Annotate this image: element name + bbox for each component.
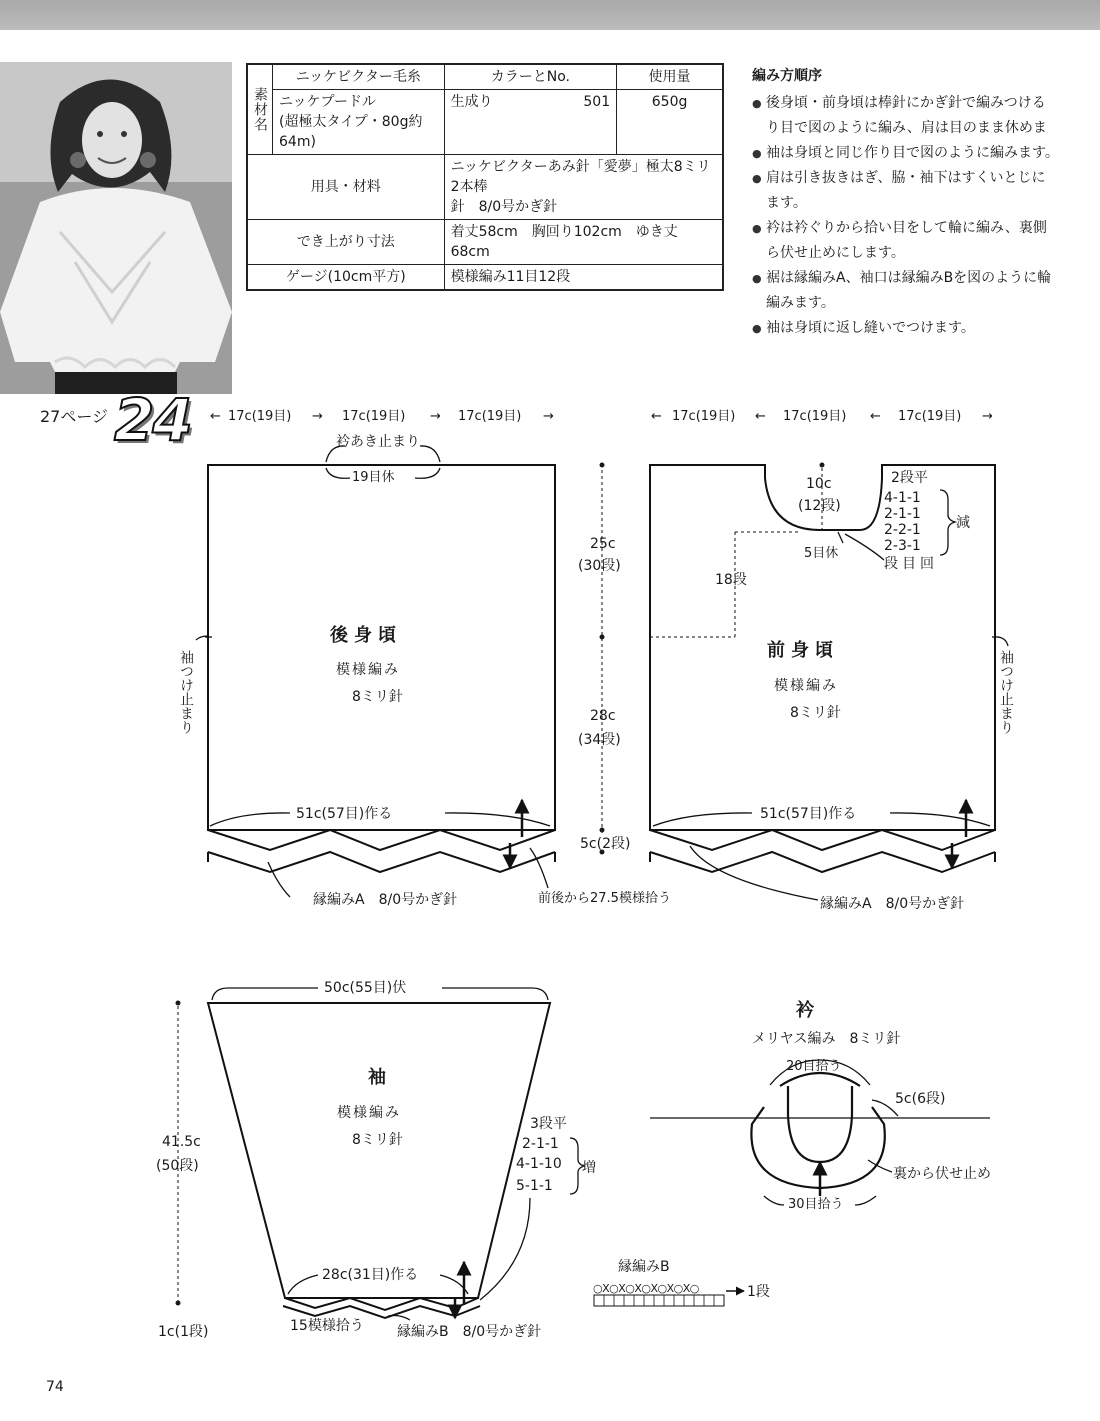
dec-line-3: 2-2-1 bbox=[884, 522, 921, 538]
instruction-item: り目で図のように編み、肩は目のまま休めま bbox=[766, 120, 1047, 136]
collar-front-pick: 20目拾う bbox=[786, 1059, 842, 1074]
front-neck-depth-rows: (12段) bbox=[798, 498, 841, 514]
back-stitch: 模様編み bbox=[336, 662, 400, 678]
back-top-dim-3-text: 17c(19目) bbox=[458, 409, 522, 424]
front-top-dims bbox=[651, 409, 993, 424]
sleeve-cast-on-leader-l bbox=[288, 1275, 318, 1294]
col-color: カラーとNo. bbox=[444, 64, 617, 90]
size-label: でき上がり寸法 bbox=[247, 220, 444, 265]
front-armhole-leader bbox=[998, 637, 1008, 646]
center-dimensions bbox=[578, 463, 630, 855]
inc-line-1: 2-1-1 bbox=[522, 1136, 559, 1152]
dec-label: 減 bbox=[956, 515, 970, 531]
back-title: 後身頃 bbox=[330, 625, 402, 646]
front-needle: 8ミリ針 bbox=[790, 705, 841, 721]
front-top-dim-1: 17c(19目) bbox=[672, 409, 736, 424]
instruction-item: 編みます。 bbox=[766, 295, 835, 311]
front-neck-rest: 5目休 bbox=[804, 546, 839, 561]
instruction-item: ● 袖は身頃と同じ作り目で図のように編みます。 bbox=[752, 141, 1082, 166]
instructions-title: 編み方順序 bbox=[752, 68, 822, 84]
back-top-dim-2-text: 17c(19目) bbox=[342, 409, 406, 424]
collar-bind-off: 裏から伏せ止め bbox=[893, 1166, 991, 1182]
back-top-dim-1-text: 17c(19目) bbox=[228, 409, 292, 424]
front-armhole-mark: 袖つけ止まり bbox=[998, 650, 1014, 734]
back-top-dim-end-arrow: → bbox=[543, 409, 554, 424]
dec-line-2: 2-1-1 bbox=[884, 506, 921, 522]
inc-label: 増 bbox=[582, 1160, 596, 1176]
front-title: 前身頃 bbox=[767, 640, 839, 661]
back-top-dim-1: ← bbox=[210, 409, 221, 424]
front-decrease-table bbox=[884, 470, 970, 572]
dec-footer: 段目回 bbox=[884, 556, 938, 572]
front-edging: 縁編みA 8/0号かぎ針 bbox=[820, 896, 965, 912]
back-top-dims bbox=[210, 409, 554, 424]
upper-rows: (30段) bbox=[578, 558, 621, 574]
back-pickup-leader bbox=[530, 848, 548, 888]
tools-value-2: 針 8/0号かぎ針 bbox=[450, 199, 558, 215]
back-neck-annotation bbox=[326, 434, 440, 485]
sleeve-cuff: 1c(1段) bbox=[158, 1324, 209, 1340]
inc-line-2: 4-1-10 bbox=[516, 1156, 562, 1172]
upper-length: 25c bbox=[590, 536, 616, 552]
dec-line-0: 2段平 bbox=[891, 470, 928, 486]
collar-stitch: メリヤス編み 8ミリ針 bbox=[752, 1031, 901, 1047]
front-neck-depth: 10c bbox=[806, 476, 832, 492]
edging-b-title: 縁編みB bbox=[618, 1259, 670, 1275]
lower-length: 28c bbox=[590, 708, 616, 724]
back-neck-label: 衿あき止まり bbox=[336, 434, 420, 450]
back-top-dim-sep-1: → bbox=[312, 409, 323, 424]
dec-line-4: 2-3-1 bbox=[884, 538, 921, 554]
amount-value: 650g bbox=[617, 90, 723, 155]
page-number: 74 bbox=[46, 1379, 64, 1395]
back-top-dim-sep-2: → bbox=[430, 409, 441, 424]
front-cast-on: 51c(57目)作る bbox=[760, 806, 857, 822]
instruction-item: ● 裾は縁編みA、袖口は縁編みBを図のように輪 bbox=[752, 266, 1082, 291]
sleeve-cast-on: 28c(31目)作る bbox=[322, 1267, 419, 1283]
sleeve-edging-leader bbox=[388, 1316, 410, 1321]
dec-line-1: 4-1-1 bbox=[884, 490, 921, 506]
sleeve-increase-table bbox=[480, 1116, 596, 1300]
back-cast-on: 51c(57目)作る bbox=[296, 806, 393, 822]
sleeve-needle: 8ミリ針 bbox=[352, 1132, 403, 1148]
back-pickup: 前後から27.5模様拾う bbox=[538, 891, 671, 906]
back-neck-rest: 19目休 bbox=[352, 470, 395, 485]
instruction-item: ● 袖は身頃に返し縫いでつけます。 bbox=[752, 316, 1082, 341]
page-reference: 27ページ bbox=[40, 407, 109, 426]
gauge-value: 模様編み11目12段 bbox=[444, 265, 723, 291]
col-brand: ニッケビクター毛糸 bbox=[273, 64, 445, 90]
back-armhole-leader bbox=[196, 636, 208, 640]
front-edging-leader bbox=[690, 846, 818, 900]
col-amount: 使用量 bbox=[617, 64, 723, 90]
collar-depth: 5c(6段) bbox=[895, 1091, 946, 1107]
pattern-number: 24 bbox=[114, 386, 191, 454]
instruction-item: ます。 bbox=[766, 195, 807, 211]
front-top-dim-sep-1: ← bbox=[755, 409, 766, 424]
gauge-label: ゲージ(10cm平方) bbox=[247, 265, 444, 291]
sleeve-pickup: 15模様拾う bbox=[290, 1318, 364, 1334]
color-name: 生成り bbox=[450, 94, 493, 110]
sleeve-stitch: 模様編み bbox=[337, 1105, 401, 1121]
sleeve-edging: 縁編みB 8/0号かぎ針 bbox=[397, 1324, 542, 1340]
front-top-dim-start-arrow: ← bbox=[651, 409, 662, 424]
edging-b-rows: 1段 bbox=[747, 1284, 770, 1300]
size-value: 着丈58cm 胸回り102cm ゆき丈68cm bbox=[444, 220, 723, 265]
sleeve-height: 41.5c bbox=[162, 1134, 201, 1150]
svg-text:○X○X○X○X○X○X○: ○X○X○X○X○X○X○ bbox=[593, 1282, 699, 1295]
instruction-item: ● 衿は衿ぐりから拾い目をして輪に編み、裏側 bbox=[752, 216, 1082, 241]
front-top-dim-end-arrow: → bbox=[982, 409, 993, 424]
back-needle: 8ミリ針 bbox=[352, 689, 403, 705]
edging-b-chart bbox=[593, 1282, 770, 1306]
front-top-dim-sep-2: ← bbox=[870, 409, 881, 424]
sleeve-top bbox=[212, 980, 548, 1000]
tools-value-1: ニッケビクターあみ針「愛夢」極太8ミリ2本棒 bbox=[450, 159, 711, 195]
tools-label: 用具・材料 bbox=[247, 155, 444, 220]
yarn-spec: (超極太タイプ・80g約64m) bbox=[279, 114, 423, 150]
collar-back-pick: 30目拾う bbox=[788, 1197, 844, 1212]
sleeve-title: 袖 bbox=[368, 1067, 386, 1088]
instruction-item: ● 後身頃・前身頃は棒針にかぎ針で編みつける bbox=[752, 91, 1082, 116]
sleeve-height-rows: (50段) bbox=[156, 1158, 199, 1174]
instruction-item: ● 肩は引き抜きはぎ、脇・袖下はすくいとじに bbox=[752, 166, 1082, 191]
inc-line-0: 3段平 bbox=[530, 1116, 567, 1132]
color-no: 501 bbox=[583, 94, 611, 110]
sleeve-top-label: 50c(55目)伏 bbox=[324, 980, 407, 996]
front-stitch: 模様編み bbox=[774, 678, 838, 694]
front-rows-18: 18段 bbox=[715, 572, 747, 588]
inc-line-3: 5-1-1 bbox=[516, 1178, 553, 1194]
materials-header-label: 素材名 bbox=[247, 64, 273, 155]
front-top-dim-2: 17c(19目) bbox=[783, 409, 847, 424]
lower-rows: (34段) bbox=[578, 732, 621, 748]
sleeve-height-dim bbox=[156, 1001, 208, 1341]
collar-title: 衿 bbox=[796, 1000, 814, 1021]
edge-length: 5c(2段) bbox=[580, 836, 631, 852]
yarn-name: ニッケプードル bbox=[279, 94, 377, 110]
back-edging: 縁編みA 8/0号かぎ針 bbox=[313, 892, 458, 908]
front-top-dim-3: 17c(19目) bbox=[898, 409, 962, 424]
instruction-item: ら伏せ止めにします。 bbox=[766, 245, 905, 261]
back-armhole-mark: 袖つけ止まり bbox=[178, 650, 194, 734]
